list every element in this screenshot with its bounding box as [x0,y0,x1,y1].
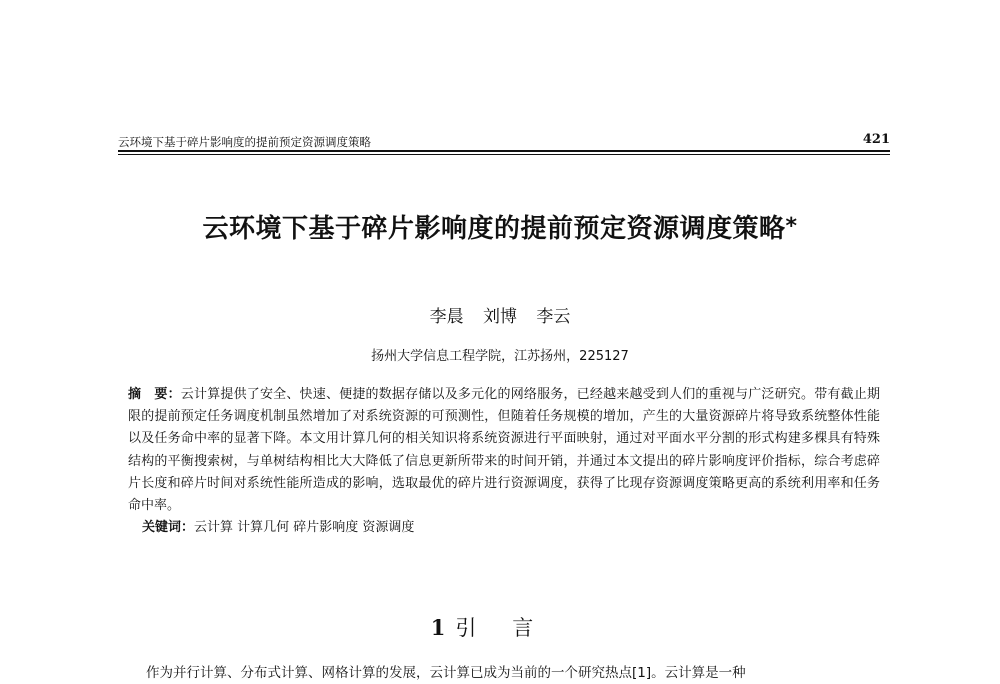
abstract-block [128,384,880,539]
author-list [0,302,1000,327]
paper-title-text: 云环境下基于碎片影响度的提前预定资源调度策略 [202,214,786,244]
abstract-label: 摘 要： [128,387,181,402]
author-name: 李云 [536,307,571,327]
title-footnote-mark: * [785,214,798,239]
author-name: 刘博 [483,307,517,327]
abstract-paragraph [128,384,880,517]
section-title: 引言 [455,616,570,640]
header-rule-thick [118,150,890,152]
running-title: 云环境下基于碎片影响度的提前预定资源调度策略 [118,135,371,149]
keywords-text: 云计算 计算几何 碎片影响度 资源调度 [194,520,415,536]
header-rule-thin [118,154,890,155]
section-heading [0,612,1000,642]
keywords-line [128,517,880,539]
abstract-text: 云计算提供了安全、快速、便捷的数据存储以及多元化的网络服务，已经越来越受到人们的重视与广泛研究。带有截止期限的提前预定任务调度机制虽然增加了对系统资源的可预测性，但随着任务规模的增加，产生的大量资源碎片将导致系统整体性能以及任务命中率的显著下降。本文用计算几何的相关知识将系统资源进行平面映射，通过对平面水平分割的形式构建多棵具有特殊结构的平衡搜索树，与单树结构相比大大降低了信息更新所带来的时间开销，并通过本文提出的碎片影响度评价指标，综合考虑碎片长度和碎片时间对系统性能所造成的影响，选取最优的碎片进行资源调度，获得了比现存资源调度策略更高的系统利用率和任务命中率。 [128,387,880,514]
page-number: 421 [862,132,890,147]
paper-title [0,208,1000,245]
body-paragraph-line: 作为并行计算、分布式计算、网格计算的发展，云计算已成为当前的一个研究热点[1]。云计算是一种 [146,665,746,681]
affiliation: 扬州大学信息工程学院，江苏扬州，225127 [371,349,629,364]
running-header [118,132,890,150]
section-number: 1 [430,615,446,640]
author-name: 李晨 [429,307,464,327]
keywords-label: 关键词： [142,520,195,536]
